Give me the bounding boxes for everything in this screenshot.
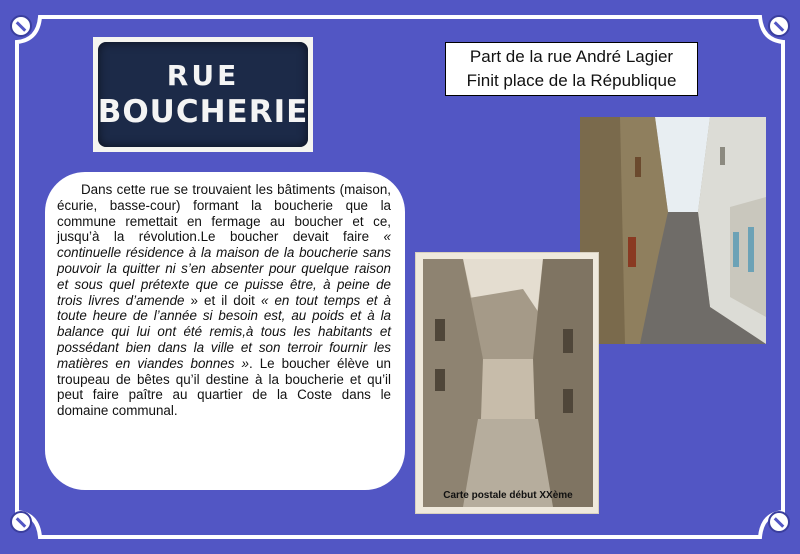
quote-1: « continuelle résidence à la maison de la boucherie sans pouvoir la quitter ni s’en absenter pour quelque raison et sous quel prétexte que ce puisse être, à peine de trois livres d’amende <box>57 229 391 308</box>
text-part-3: . Le boucher élève un troupeau de bêtes qu’il destine à la boucherie et qu’il peut faire paître au quartier de la Coste dans le domaine communal. <box>57 355 392 419</box>
caption-line-1: Part de la rue André Lagier <box>469 47 674 66</box>
street-photo <box>580 117 766 344</box>
screw-icon <box>10 15 32 37</box>
postcard-caption: Carte postale début XXème <box>443 490 573 501</box>
screw-icon <box>768 511 790 533</box>
sign-text-boucherie: BOUCHERIE <box>97 93 309 130</box>
screw-icon <box>10 511 32 533</box>
history-text <box>45 172 405 490</box>
caption-line-2: Finit place de la République <box>466 71 677 90</box>
old-postcard <box>415 252 599 514</box>
quote-2: « en tout temps et à toute heure de l’année si besoin est, au poids et à la balance qui lui ont été remis,à tous les habitants et possédant bien dans la ville et son terroir fournir les matières en viandes bonnes » <box>57 292 391 371</box>
street-sign-photo <box>93 37 313 152</box>
postcard-photo <box>423 259 593 507</box>
text-part-1: Dans cette rue se trouvaient les bâtiments (maison, écurie, basse-cour) formant la boucherie que la commune remettait en fermage au boucher et ce, jusqu’à la révolution.Le boucher devait faire <box>57 182 391 245</box>
street-caption <box>445 42 698 96</box>
text-part-2: » et il doit <box>184 292 261 308</box>
sign-text-rue: RUE <box>166 58 240 92</box>
screw-icon <box>768 15 790 37</box>
